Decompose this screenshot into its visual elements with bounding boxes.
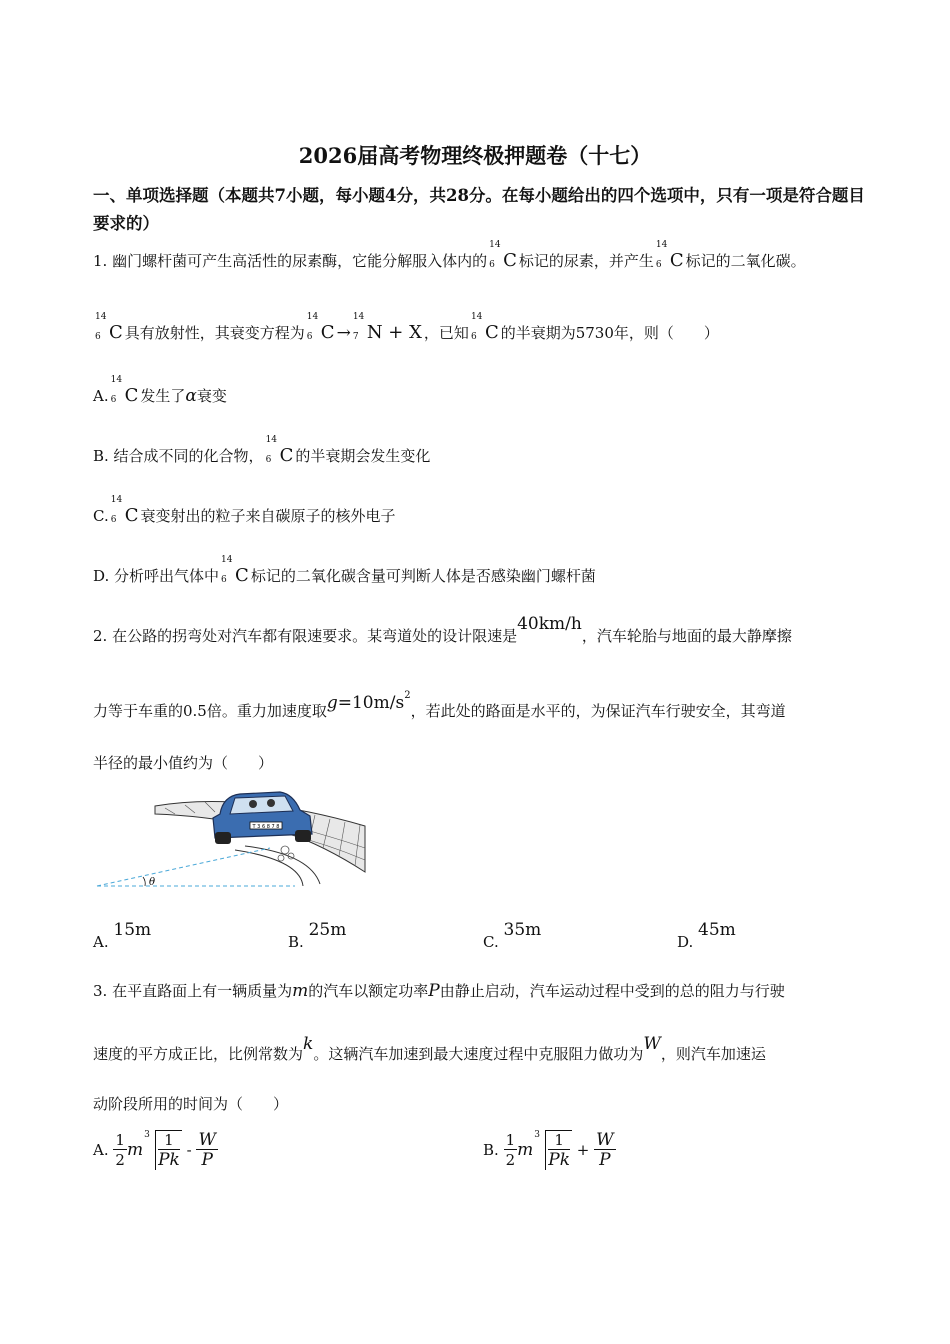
power-symbol: P bbox=[428, 981, 440, 1001]
alpha-symbol: α bbox=[185, 386, 197, 406]
q2-option-b[interactable]: B. 25m bbox=[288, 920, 347, 951]
q3-option-a[interactable]: A. $\frac{1}{2}$ m 3 $\frac{1}{Pk}$ - $\frac{W}{P}$ bbox=[93, 1129, 216, 1170]
car-curve-figure bbox=[95, 786, 367, 890]
nuclide-c14: 14 6 C bbox=[489, 240, 517, 271]
q1-text: 具有放射性，其衰变方程为 bbox=[124, 324, 305, 342]
q1-line-2 bbox=[93, 312, 719, 343]
q2-line-2: 力等于车重的0.5倍。重力加速度取$g=10m/s^2$，若此处的路面是水平的，为保证汽车行驶安全，其弯道 bbox=[93, 690, 786, 720]
q1-text: 标记的尿素，并产生 bbox=[518, 252, 654, 270]
q2-option-c[interactable]: C. 35m bbox=[483, 920, 542, 951]
nuclide-c14: 14 6 C bbox=[110, 375, 139, 406]
page-title: 2026届高考物理终极押题卷（十七） bbox=[298, 143, 652, 168]
license-plate: T 3 6 8 7 8 bbox=[252, 824, 280, 830]
q1-option-c[interactable]: C. 14 6 C 衰变射出的粒子来自碳原子的核外电子 bbox=[93, 495, 396, 526]
q3-option-b[interactable]: B. $\frac{1}{2}$ m 3 $\frac{1}{Pk}$ + $\frac{W}{P}$ bbox=[483, 1129, 614, 1170]
q1-text: 的半衰期为5730年，则（ ） bbox=[500, 324, 719, 342]
speed-limit: 40km/h bbox=[517, 614, 582, 634]
q2-line-3: 半径的最小值约为（ ） bbox=[93, 754, 274, 772]
q1-option-b[interactable]: B. 结合成不同的化合物， 14 6 C 的半衰期会发生变化 bbox=[93, 435, 431, 466]
q3-line-3: 动阶段所用的时间为（ ） bbox=[93, 1095, 289, 1113]
nuclide-c14: 14 6 C bbox=[110, 495, 139, 526]
q2-option-a[interactable]: A. 15m bbox=[93, 920, 152, 951]
q3-line-2: 速度的平方成正比，比例常数为k。这辆汽车加速到最大速度过程中克服阻力做功为W，则汽车加速运 bbox=[93, 1034, 766, 1063]
q3-line-1: 3. 在平直路面上有一辆质量为m的汽车以额定功率P由静止启动，汽车运动过程中受到的总的阻力与行驶 bbox=[93, 981, 785, 1001]
nuclide-n14: 14 7 N + X bbox=[352, 312, 422, 343]
q1-line-1 bbox=[93, 240, 806, 271]
gravity-symbol: g bbox=[326, 693, 338, 713]
nuclide-c14: 14 6 C bbox=[265, 435, 294, 466]
q1-option-d[interactable]: D. 分析呼出气体中 14 6 C 标记的二氧化碳含量可判断人体是否感染幽门螺杆菌 bbox=[93, 555, 596, 586]
q1-text: 1. 幽门螺杆菌可产生高活性的尿素酶，它能分解服入体内的 bbox=[93, 252, 488, 270]
nuclide-c14: 14 6 C bbox=[221, 555, 249, 586]
k-symbol: k bbox=[303, 1034, 314, 1054]
work-symbol: W bbox=[643, 1034, 661, 1054]
nuclide-c14: 14 6 C bbox=[470, 312, 499, 343]
nuclide-c14: 14 6 C bbox=[95, 312, 123, 343]
option-label: A. bbox=[93, 387, 109, 405]
q2-option-d[interactable]: D. 45m bbox=[677, 920, 736, 951]
decay-arrow: → bbox=[336, 323, 351, 343]
q1-text: 标记的二氧化碳。 bbox=[685, 252, 806, 270]
nuclide-c14: 14 6 C bbox=[655, 240, 684, 271]
mass-symbol: m bbox=[292, 981, 309, 1001]
q1-option-a[interactable]: A. 14 6 C 发生了α衰变 bbox=[93, 375, 227, 406]
car-illustration bbox=[95, 786, 367, 890]
theta-label: θ bbox=[149, 877, 156, 888]
q2-line-1: 2. 在公路的拐弯处对汽车都有限速要求。某弯道处的设计限速是40km/h，汽车轮胎与地面的最大静摩擦 bbox=[93, 614, 792, 645]
q1-text: ，已知 bbox=[423, 324, 469, 342]
section-heading: 一、单项选择题（本题共7小题，每小题4分，共28分。在每小题给出的四个选项中，只有一项是符合题目要求的） bbox=[93, 186, 865, 233]
decay-equation: 14 6 C bbox=[306, 312, 335, 343]
